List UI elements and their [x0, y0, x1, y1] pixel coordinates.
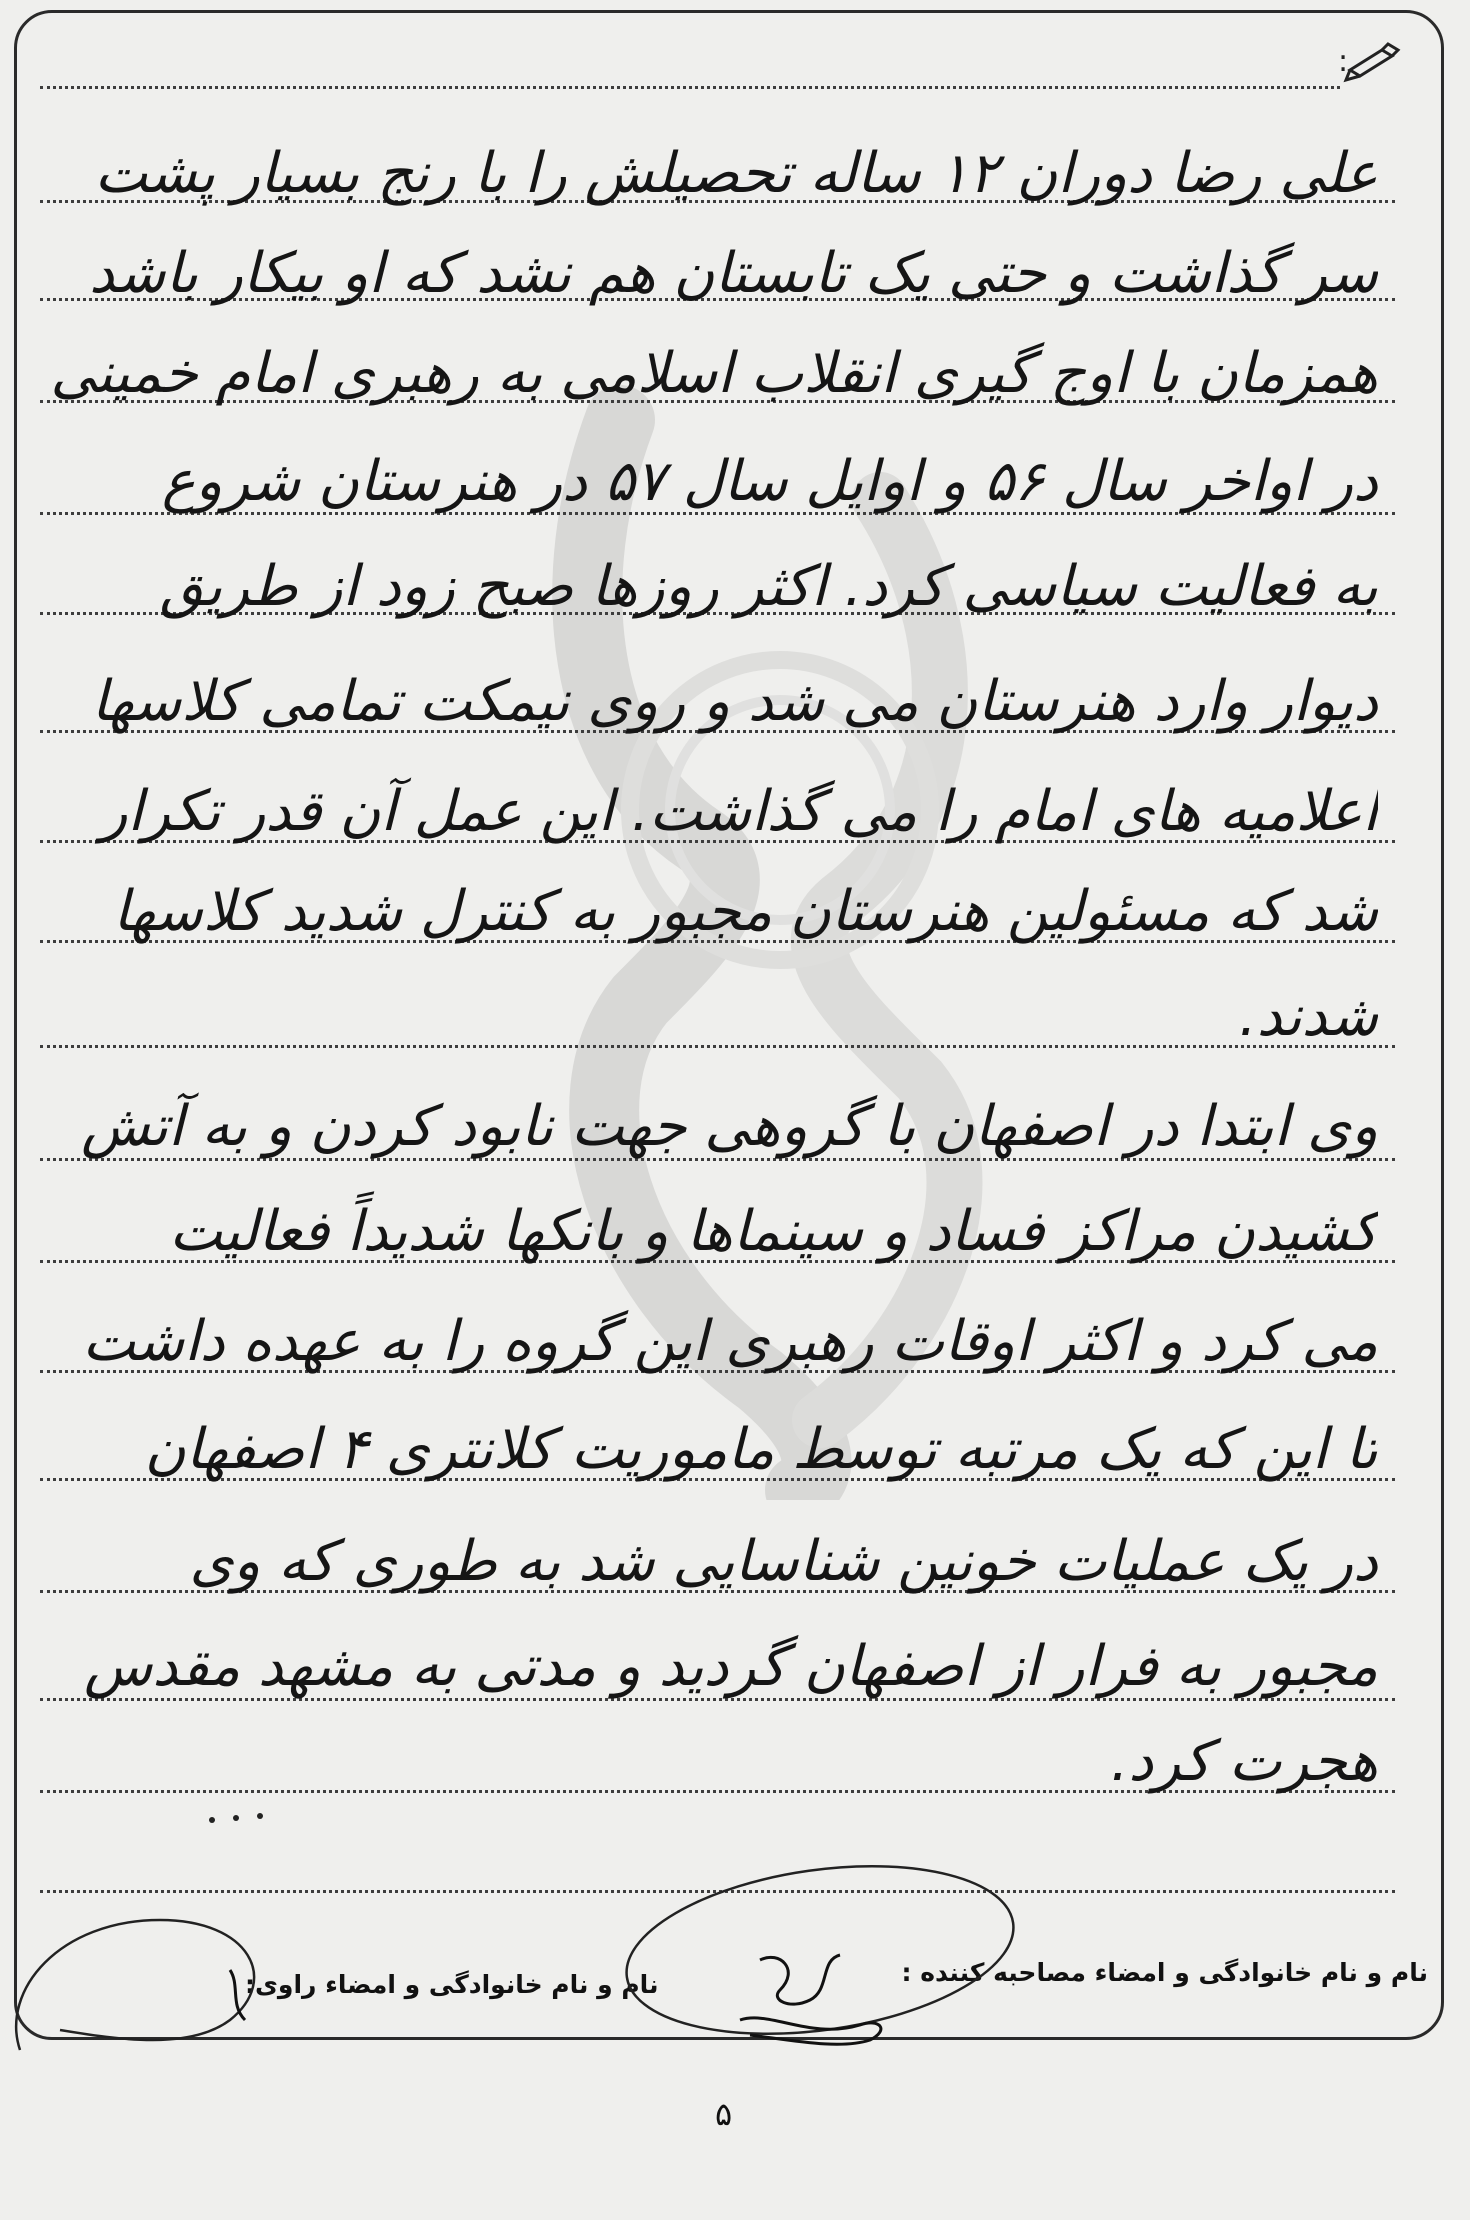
handwritten-line: تا این که یک مرتبه توسط ماموریت کلانتری ۴ اصفهان: [144, 1417, 1378, 1482]
handwritten-line: به فعالیت سیاسی کرد. اکثر روزها صبح زود از طریق: [159, 554, 1378, 619]
handwritten-line: مجبور به فرار از اصفهان گردید و مدتی به مشهد مقدس: [84, 1634, 1378, 1699]
ruled-line: [40, 86, 1340, 89]
handwritten-line: در یک عملیات خونین شناسایی شد به طوری که وی: [189, 1529, 1378, 1594]
page-number: ۵: [715, 2095, 733, 2133]
handwritten-line: هجرت کرد.: [1110, 1729, 1378, 1794]
pen-icon: [1342, 40, 1402, 84]
handwritten-line: در اواخر سال ۵۶ و اوایل سال ۵۷ در هنرستان شروع: [161, 449, 1378, 514]
handwritten-line: کشیدن مراکز فساد و سینماها و بانکها شدیداً فعالیت: [169, 1199, 1378, 1264]
handwritten-line: اعلامیه های امام را می گذاشت. این عمل آن قدر تکرار: [100, 779, 1378, 844]
handwritten-line: دیوار وارد هنرستان می شد و روی نیمکت تمامی کلاسها: [91, 669, 1378, 734]
stray-marks: [200, 1800, 280, 1830]
signature-scribble: [720, 1940, 900, 2050]
handwritten-line: همزمان با اوج گیری انقلاب اسلامی به رهبری امام خمینی: [50, 341, 1378, 406]
handwritten-line: شد که مسئولین هنرستان مجبور به کنترل شدید کلاسها: [113, 879, 1378, 944]
handwritten-line: سر گذاشت و حتی یک تابستان هم نشد که او بیکار باشد: [89, 241, 1378, 306]
signature-scribble-2: [220, 1965, 260, 2025]
narrator-signature-label: نام و نام خانوادگی و امضاء راوی:: [245, 1970, 659, 1999]
handwritten-line: وی ابتدا در اصفهان با گروهی جهت نابود کردن و به آتش: [81, 1094, 1378, 1159]
handwritten-line: علی رضا دوران ۱۲ ساله تحصیلش را با رنج بسیار پشت: [94, 141, 1378, 206]
handwritten-line: می کرد و اکثر اوقات رهبری این گروه را به عهده داشت: [82, 1309, 1378, 1374]
interviewer-signature-label: نام و نام خانوادگی و امضاء مصاحبه کننده :: [901, 1958, 1428, 1987]
line-colon: :: [1338, 44, 1349, 79]
handwritten-line: شدند.: [1238, 984, 1378, 1049]
